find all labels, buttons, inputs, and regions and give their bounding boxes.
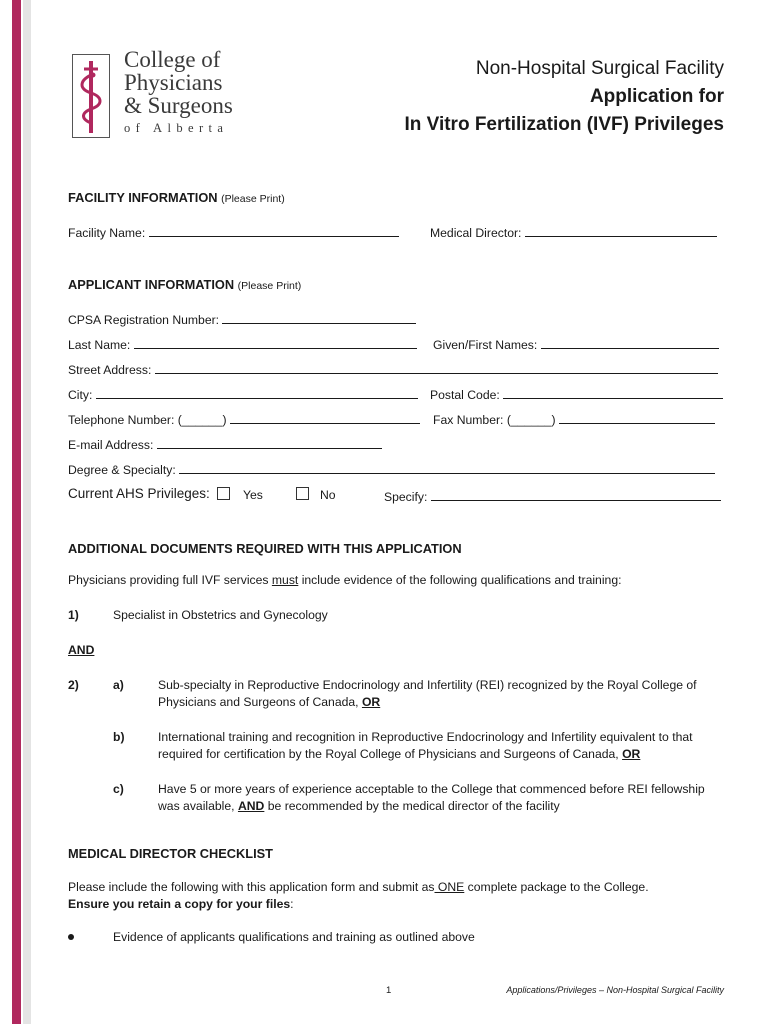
item-2a-body: Sub-specialty in Reproductive Endocrinology and Infertility (REI) recognized by the Royal College of Physicians and Surgeons of Canada,	[158, 678, 697, 709]
telephone-label: Telephone Number: (______)	[68, 413, 227, 427]
and-label: AND	[68, 643, 95, 657]
yes-checkbox[interactable]	[217, 487, 230, 500]
documents-intro-must: must	[271, 573, 299, 587]
item-2c-label: c)	[113, 782, 124, 796]
facility-heading-text: FACILITY INFORMATION	[68, 190, 218, 205]
checklist-intro	[68, 880, 649, 894]
cpsa-label: CPSA Registration Number:	[68, 313, 220, 327]
last-name-field[interactable]	[68, 336, 417, 352]
item-1-text: Specialist in Obstetrics and Gynecology	[113, 608, 328, 622]
item-2c-body-1: Have 5 or more years of experience acceptable to the College that commenced before REI fellowship was available,	[158, 782, 705, 813]
postal-code-line[interactable]	[503, 386, 723, 399]
facility-name-field[interactable]	[68, 224, 399, 240]
checklist-intro-post: complete package to the College.	[464, 880, 649, 894]
no-label: No	[320, 488, 336, 502]
left-accent-bar	[12, 0, 21, 1024]
item-2c-and: AND	[237, 799, 265, 813]
fax-line[interactable]	[559, 411, 715, 424]
cpsa-field[interactable]	[68, 311, 416, 327]
last-name-label: Last Name:	[68, 338, 131, 352]
fax-field[interactable]	[433, 411, 715, 427]
medical-director-field[interactable]	[430, 224, 717, 240]
city-field[interactable]	[68, 386, 418, 402]
postal-code-field[interactable]	[430, 386, 723, 402]
item-1-number: 1)	[68, 608, 79, 622]
checklist-heading: MEDICAL DIRECTOR CHECKLIST	[68, 846, 273, 861]
caduceus-icon	[73, 55, 109, 137]
title-line-2: Application for	[589, 86, 724, 107]
yes-label: Yes	[243, 488, 263, 502]
street-line[interactable]	[155, 361, 718, 374]
email-line[interactable]	[157, 436, 382, 449]
specify-field[interactable]	[384, 488, 721, 504]
checklist-retain-colon: :	[290, 897, 294, 911]
postal-code-label: Postal Code:	[430, 388, 500, 402]
checklist-intro-one: ONE	[434, 880, 465, 894]
logo-line-2: Physicians	[124, 70, 223, 95]
checklist-bullet-1: Evidence of applicants qualifications and training as outlined above	[113, 930, 475, 944]
documents-intro-pre: Physicians providing full IVF services	[68, 573, 272, 587]
medical-director-label: Medical Director:	[430, 226, 522, 240]
specify-line[interactable]	[431, 488, 721, 501]
degree-label: Degree & Specialty:	[68, 463, 176, 477]
fax-label: Fax Number: (______)	[433, 413, 556, 427]
item-2a-or: OR	[361, 695, 381, 709]
item-2b-or: OR	[622, 747, 641, 761]
email-label: E-mail Address:	[68, 438, 154, 452]
given-names-field[interactable]	[433, 336, 719, 352]
given-names-label: Given/First Names:	[433, 338, 538, 352]
checklist-retain	[68, 897, 294, 911]
documents-intro	[68, 573, 622, 587]
applicant-heading-text: APPLICANT INFORMATION	[68, 277, 235, 292]
item-2a-text	[158, 677, 718, 711]
email-field[interactable]	[68, 436, 382, 452]
footer-text: Applications/Privileges – Non-Hospital Surgical Facility	[506, 985, 724, 995]
given-names-line[interactable]	[541, 336, 719, 349]
no-checkbox[interactable]	[296, 487, 309, 500]
checklist-retain-text: Ensure you retain a copy for your files	[68, 897, 291, 911]
title-line-3: In Vitro Fertilization (IVF) Privileges	[404, 114, 724, 135]
item-2b-body: International training and recognition in Reproductive Endocrinology and Infertility equivalent to that required for certification by the Royal College of Physicians and Surgeons of Canada,	[158, 730, 693, 761]
ahs-privileges-label: Current AHS Privileges:	[68, 486, 210, 501]
street-label: Street Address:	[68, 363, 152, 377]
street-field[interactable]	[68, 361, 718, 377]
logo-line-4: of Alberta	[124, 121, 229, 135]
logo-frame	[72, 54, 110, 138]
logo-line-1: College of	[124, 47, 221, 72]
item-2-number: 2)	[68, 678, 79, 692]
page-number: 1	[386, 985, 392, 996]
facility-heading-note: (Please Print)	[221, 193, 285, 205]
facility-heading	[68, 190, 285, 205]
city-label: City:	[68, 388, 93, 402]
item-2a-label: a)	[113, 678, 124, 692]
telephone-line[interactable]	[230, 411, 420, 424]
degree-line[interactable]	[179, 461, 715, 474]
documents-intro-post: include evidence of the following qualifications and training:	[298, 573, 622, 587]
applicant-heading	[68, 277, 301, 292]
item-2c-text	[158, 781, 718, 815]
applicant-heading-note: (Please Print)	[237, 280, 302, 292]
documents-heading: ADDITIONAL DOCUMENTS REQUIRED WITH THIS APPLICATION	[68, 541, 462, 556]
facility-name-line[interactable]	[149, 224, 399, 237]
telephone-field[interactable]	[68, 411, 420, 427]
item-2b-label: b)	[113, 730, 125, 744]
facility-name-label: Facility Name:	[68, 226, 146, 240]
cpsa-line[interactable]	[222, 311, 416, 324]
left-gray-bar	[23, 0, 31, 1024]
logo-line-3: & Surgeons	[124, 93, 233, 118]
medical-director-line[interactable]	[525, 224, 717, 237]
degree-field[interactable]	[68, 461, 715, 477]
city-line[interactable]	[96, 386, 418, 399]
checklist-intro-pre: Please include the following with this application form and submit as	[68, 880, 435, 894]
bullet-icon	[68, 934, 74, 940]
item-2b-text	[158, 729, 718, 763]
title-line-1: Non-Hospital Surgical Facility	[475, 58, 724, 79]
specify-label: Specify:	[384, 490, 428, 504]
college-logo	[72, 48, 262, 148]
item-2c-body-2: be recommended by the medical director of the facility	[264, 799, 560, 813]
last-name-line[interactable]	[134, 336, 417, 349]
